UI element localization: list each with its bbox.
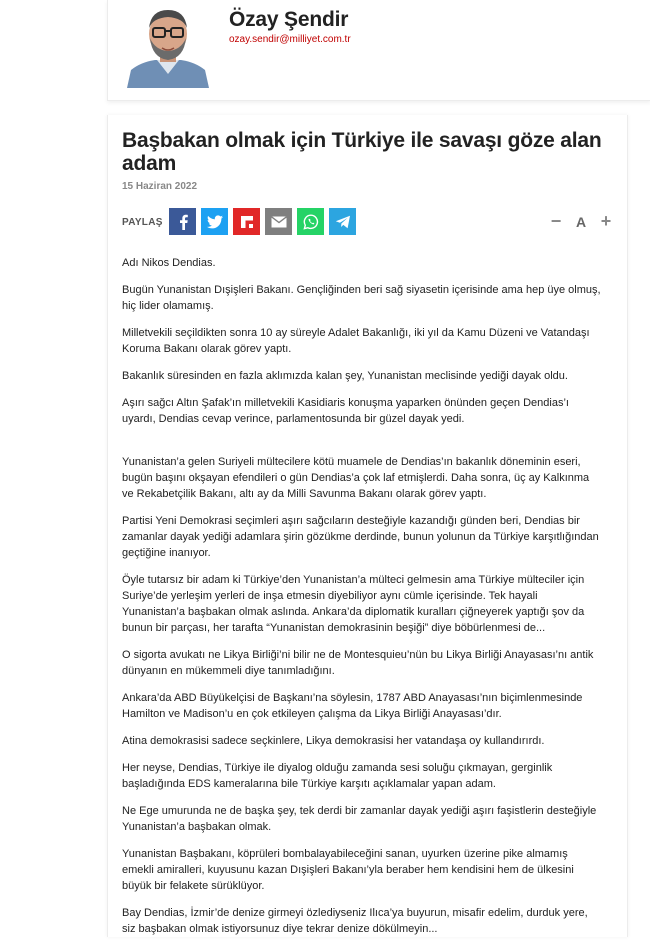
paragraph: Adı Nikos Dendias.: [122, 257, 216, 269]
twitter-icon: [207, 215, 223, 229]
author-photo-icon: [121, 4, 215, 88]
paragraph: Milletvekili seçildikten sonra 10 ay süreyle Adalet Bakanlığı, iki yıl da Kamu Düzeni ve Vatandaşı Koruma Bakanı olarak görev yaptı.: [122, 327, 590, 355]
share-twitter-button[interactable]: [201, 208, 228, 235]
flipboard-icon: [240, 215, 254, 229]
author-card: [107, 0, 650, 101]
paragraph: O sigorta avukatı ne Likya Birliği’ni bilir ne de Montesquieu’nün bu Likya Birliği Anayasası’nı antik dünyanın en mükemmeli diye tanımladığını.: [122, 649, 594, 677]
author-avatar[interactable]: [121, 4, 215, 88]
article-card: [107, 115, 628, 937]
font-reset-button[interactable]: A: [575, 213, 587, 230]
paragraph: Bakanlık süresinden en fazla aklımızda kalan şey, Yunanistan meclisinde yediği dayak oldu.: [122, 370, 568, 382]
share-whatsapp-button[interactable]: [297, 208, 324, 235]
paragraph: Partisi Yeni Demokrasi seçimleri aşırı sağcıların desteğiyle kazandığı günden beri, Dendias bir zamanlar dayak yediği adamlara şirin gözükme derdinde, bunun yolunun da Türkiye karşıtlığından geçtiğine inanıyor.: [122, 515, 599, 559]
paragraph: Ankara’da ABD Büyükelçisi de Başkanı’na söylesin, 1787 ABD Anayasası’nın biçimlenmesinde Hamilton ve Madison’u en çok etkileyen çalışma da Likya Birliği Anayasası’dır.: [122, 692, 583, 720]
author-email[interactable]: ozay.sendir@milliyet.com.tr: [229, 34, 351, 45]
share-flipboard-button[interactable]: [233, 208, 260, 235]
share-telegram-button[interactable]: [329, 208, 356, 235]
share-label: PAYLAŞ: [122, 217, 163, 228]
article-body: [122, 255, 602, 948]
article-date: 15 Haziran 2022: [122, 181, 198, 192]
article-title: Başbakan olmak için Türkiye ile savaşı göze alan adam: [122, 129, 602, 175]
paragraph: Bugün Yunanistan Dışişleri Bakanı. Gençliğinden beri sağ siyasetin içerisinde ama hep üye olmuş, hiç lider olamamış.: [122, 284, 601, 312]
share-facebook-button[interactable]: [169, 208, 196, 235]
font-size-controls: [545, 208, 617, 235]
paragraph: Her neyse, Dendias, Türkiye ile diyalog olduğu zamanda sesi soluğu çıkmayan, gerginlik başladığında EDS kameralarına bile Türkiye karşıtı açıklamalar yapan adam.: [122, 762, 553, 790]
author-name[interactable]: Özay Şendir: [229, 8, 349, 31]
share-email-button[interactable]: [265, 208, 292, 235]
paragraph: Yunanistan Başbakanı, köprüleri bombalayabileceğini sanan, uyurken üzerine pike almamış emekli amiralleri, kuyusunu kazan Dışişleri Bakanı’yla beraber hem kendisini hem de ülkesini büyük bir felakete sürüklüyor.: [122, 848, 574, 892]
facebook-icon: [176, 214, 190, 230]
telegram-icon: [335, 215, 351, 229]
paragraph: Atina demokrasisi sadece seçkinlere, Likya demokrasisi her vatandaşa oy kullandırırdı.: [122, 735, 545, 747]
share-bar: [122, 208, 617, 236]
paragraph: Bay Dendias, İzmir’de denize girmeyi özlediyseniz Ilıca’ya buyurun, misafir edelim, durduk yere, siz başbakan olmak istiyorsunuz diye tekrar denize dökülmeyin...: [122, 907, 588, 935]
paragraph: Ne Ege umurunda ne de başka şey, tek derdi bir zamanlar dayak yediği aşırı faşistlerin desteğiyle Yunanistan’a başbakan olmak.: [122, 805, 597, 833]
font-increase-button[interactable]: +: [600, 211, 612, 231]
whatsapp-icon: [303, 214, 319, 230]
mail-icon: [271, 216, 287, 228]
font-decrease-button[interactable]: −: [550, 211, 562, 231]
paragraph: Yunanistan’a gelen Suriyeli mültecilere kötü muamele de Dendias’ın bakanlık döneminin eseri, bugün başını okşayan efendileri o gün Dendias’a çok laf etmişlerdi. Daha sonra, üç ay Kalkınma ve Rekabetçilik Bakanı, altı ay da Milli Savunma Bakanı olarak görev yaptı.: [122, 456, 590, 500]
paragraph: Öyle tutarsız bir adam ki Türkiye’den Yunanistan’a mülteci gelmesin ama Türkiye mülteciler için Suriye’de yerleşim yerleri de inşa etmesin diyebiliyor aynı cümle içerisinde. Tek hayali Yunanistan’a başbakan olmak aslında. Ankara’da diplomatik kuralları çiğneyerek yaptığı şov da bunun bir parçası, her tarafta “Yunanistan demokrasinin beşiği” diye böbürlenmesi de...: [122, 574, 585, 634]
paragraph: Aşırı sağcı Altın Şafak’ın milletvekili Kasidiaris konuşma yaparken önünden geçen Dendias’ı uyardı, Dendias cevap verince, parlamentosunda bir güzel dayak yedi.: [122, 397, 569, 425]
